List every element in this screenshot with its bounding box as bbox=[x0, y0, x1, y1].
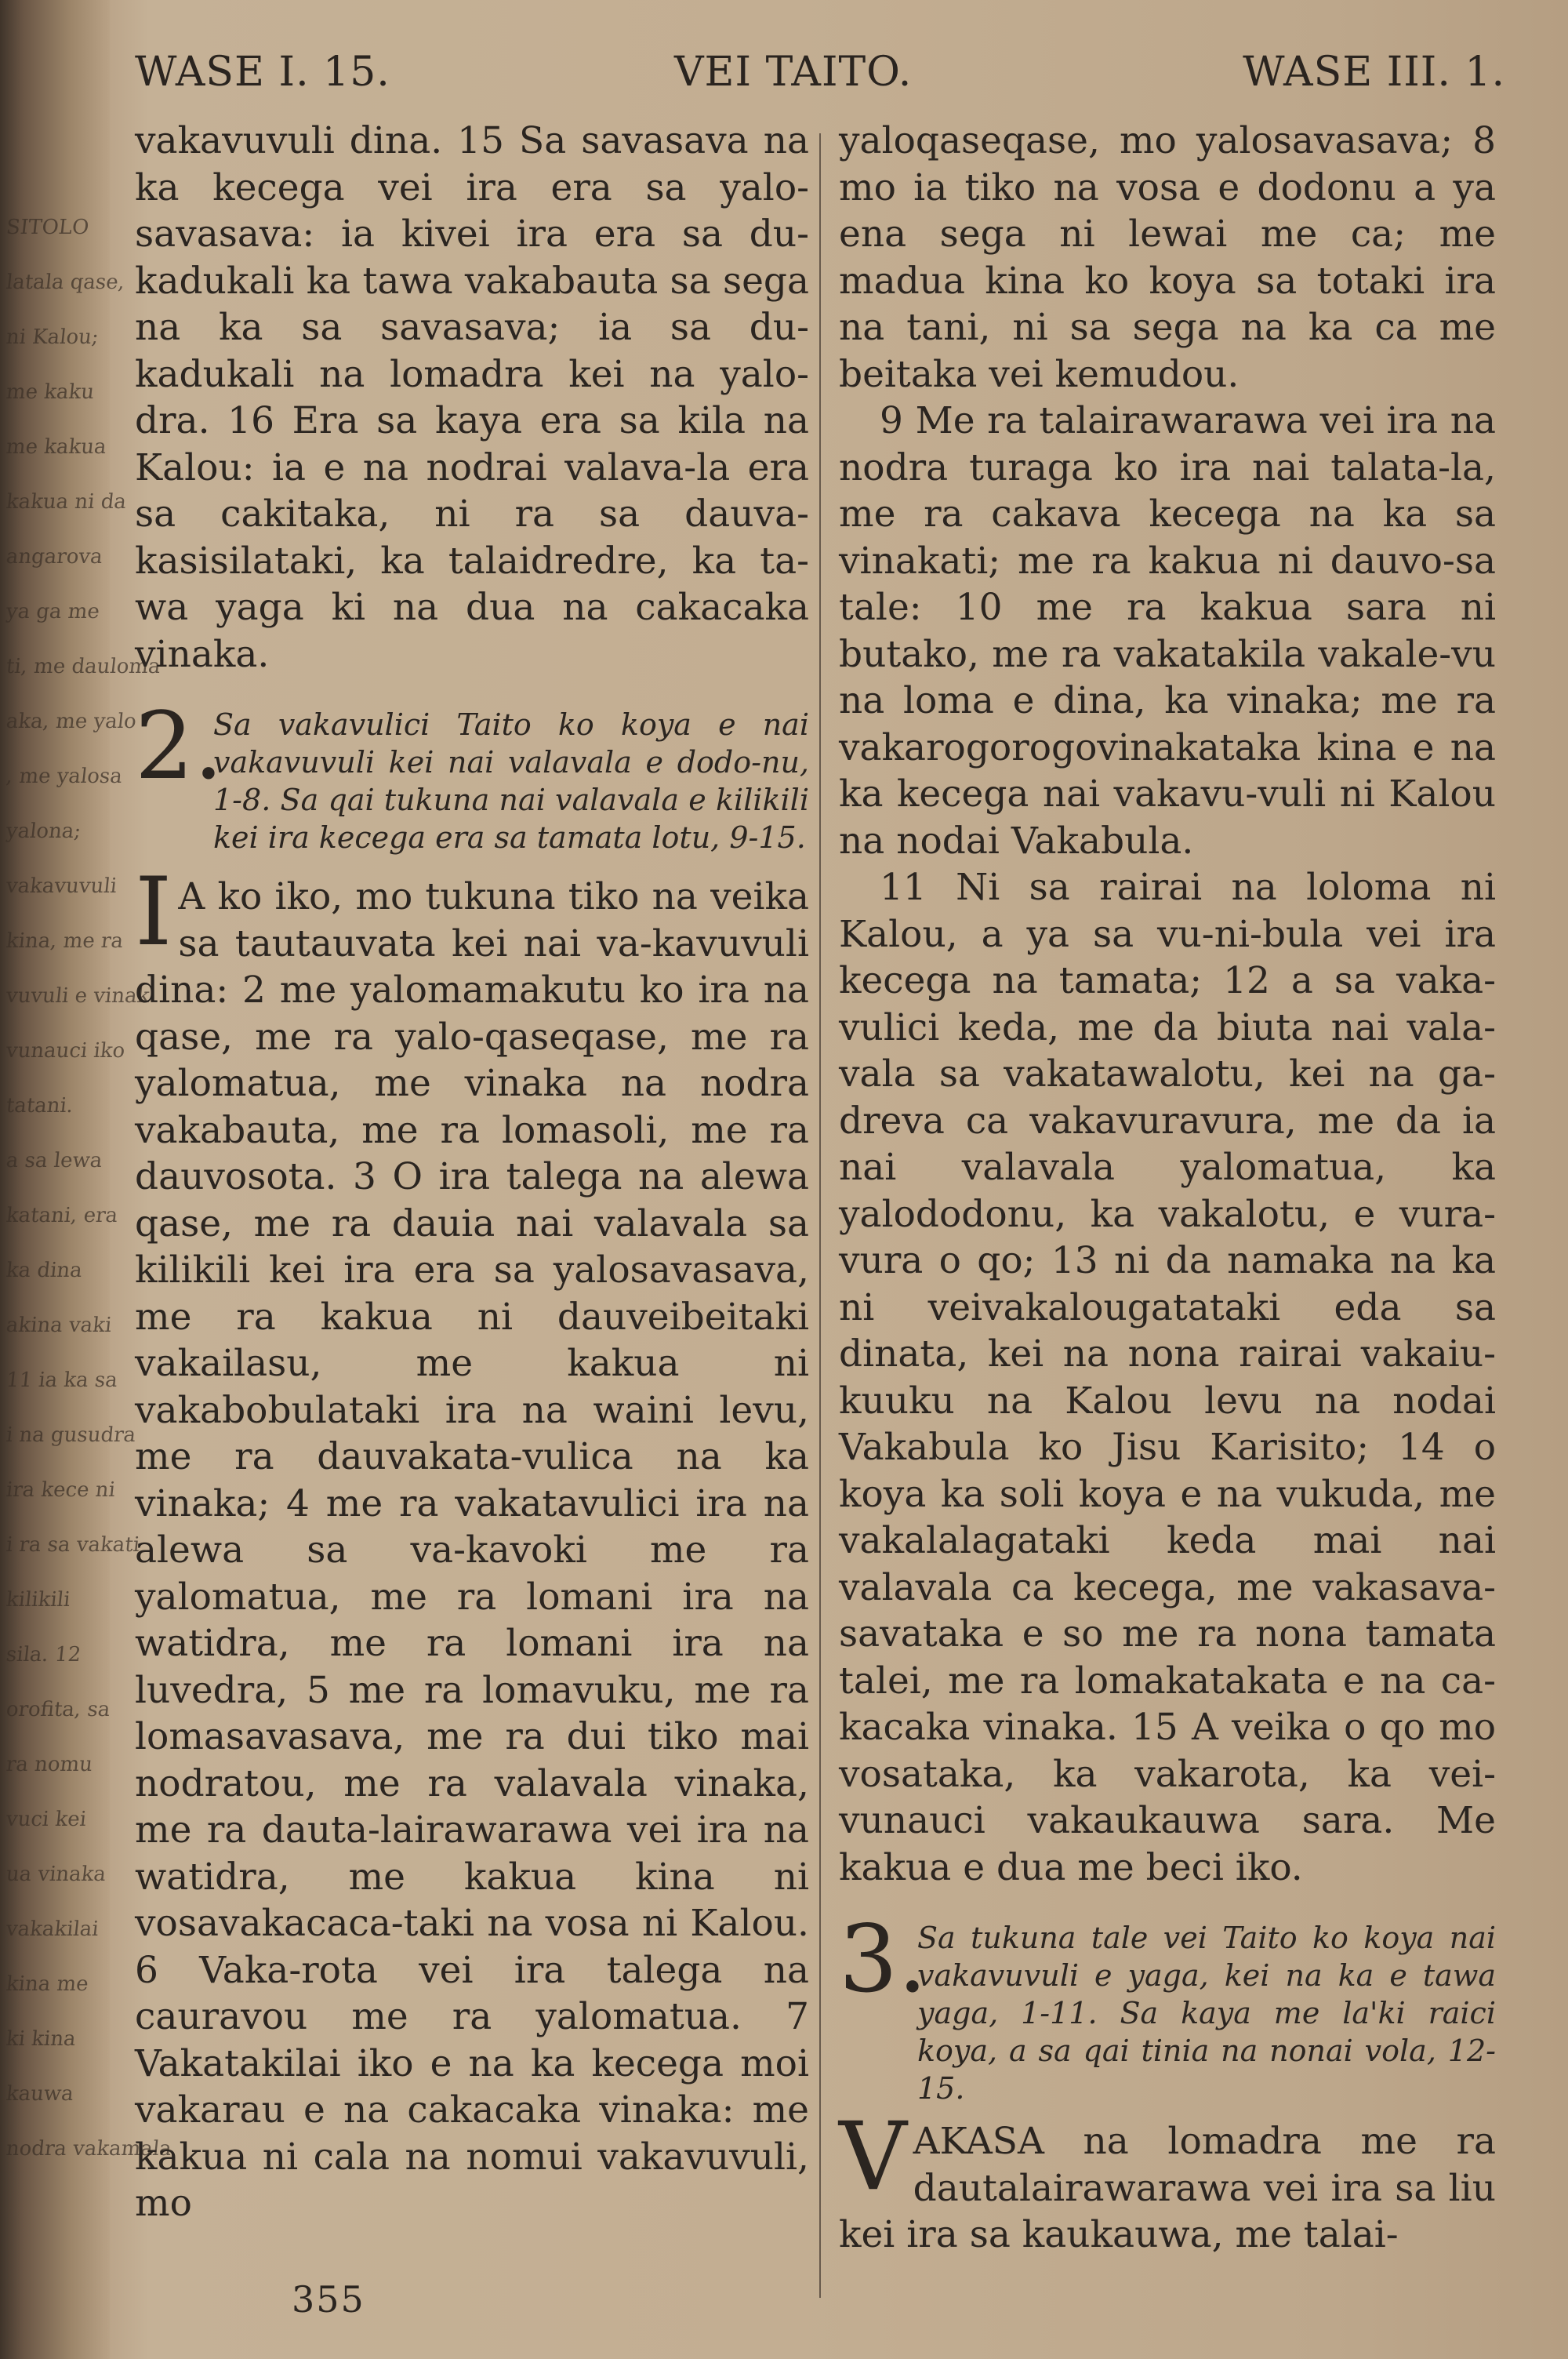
left-column bbox=[135, 118, 809, 2227]
gutter-fragment: i ra sa vakati bbox=[5, 1533, 141, 1557]
page-number: 355 bbox=[292, 2278, 365, 2321]
dropcap-v: V bbox=[839, 2103, 907, 2212]
paragraph-right-4 bbox=[839, 2103, 1496, 2259]
gutter-fragment: ni Kalou; bbox=[5, 325, 100, 349]
chapter-3-summary bbox=[839, 1905, 1496, 2107]
paragraph-left-2-text: A ko iko, mo tukuna tiko na veika sa tautauvata kei nai va-kavuvuli dina: 2 me yalomamakutu ko ira na qase, me ra yalo-qaseqase, me ra yalomatua, me vinaka na nodra vakabauta, me ra lomasoli, me ra dauvosota. 3 O ira talega na alewa qase, me ra dauia nai valavala sa kilikili kei ira era sa yalosavasava, me ra kakua ni dauveibeitaki vakailasu, me kakua ni vakabobulataki ira na waini levu, me ra dauvakata-vulica na ka vinaka; 4 me ra vakatavulici ira na alewa sa va-kavoki me ra yalomatua, me ra lomani ira na watidra, me ra lomani ira na luvedra, 5 me ra lomavuku, me ra lomasavasava, me ra dui tiko mai nodratou, me ra valavala vinaka, me ra dauta-lairawarawa vei ira na watidra, me kakua kina ni vosavakacaca-taki na vosa ni Kalou. 6 Vaka-rota vei ira talega na cauravou me ra yalomatua. 7 Vakatakilai iko e na ka kecega moi vakarau e na cakacaka vinaka: me kakua ni cala na nomui vakavuvuli, mo bbox=[135, 875, 809, 2225]
gutter-fragment: kina me bbox=[5, 1972, 90, 1996]
running-head-left: WASE I. 15. bbox=[135, 49, 390, 96]
gutter-fragment: , me yalosa bbox=[5, 765, 124, 788]
gutter-fragment: kina, me ra bbox=[5, 929, 125, 953]
gutter-fragment: vuvuli e vinak bbox=[5, 984, 151, 1008]
gutter-fragment: ya ga me bbox=[5, 600, 101, 623]
paragraph-right-1: yaloqaseqase, mo yalosavasava; 8 mo ia tiko na vosa e dodonu a ya ena sega ni lewai me ca; me madua kina ko koya sa totaki ira na tani, ni sa sega na ka ca me beitaka vei kemudou. bbox=[839, 119, 1496, 396]
gutter-fragment: katani, era bbox=[5, 1204, 119, 1227]
paragraph-right-4-text: AKASA na lomadra me ra dautalairawarawa vei ira sa liu kei ira sa kaukauwa, me talai- bbox=[839, 2120, 1496, 2256]
gutter-fragment: SITOLO bbox=[5, 216, 90, 239]
gutter-fragment: ti, me dauloma bbox=[5, 655, 162, 678]
gutter-fragment: 11 ia ka sa bbox=[5, 1369, 119, 1392]
gutter-fragment: ra nomu bbox=[5, 1753, 94, 1776]
gutter-fragment: nodra vakamala bbox=[5, 2137, 173, 2161]
gutter-fragment: kauwa bbox=[5, 2082, 75, 2106]
dropcap-i: I bbox=[135, 858, 172, 967]
gutter-fragment: a sa lewa bbox=[5, 1149, 103, 1172]
gutter-fragment: angarova bbox=[5, 545, 104, 569]
paragraph-right-3: 11 Ni sa rairai na loloma ni Kalou, a ya sa vu-ni-bula vei ira kecega na tamata; 12 a sa vaka-vulici keda, me da biuta nai vala-vala sa vakatawalotu, kei na ga-dreva ca vakavuravura, me da ia nai valavala yalomatua, ka yalododonu, ka vakalotu, e vura-vura o qo; 13 ni da namaka na ka ni veivakalougatataki eda sa dinata, kei na nona rairai vakaiu-kuuku na Kalou levu na nodai Vakabula ko Jisu Karisito; 14 o koya ka soli koya e na vukuda, me vakalalagataki keda mai nai valavala ca kecega, me vakasava-savataka e so me ra nona tamata talei, me ra lomakatakata e na ca-kacaka vinaka. 15 A veika o qo mo vosataka, ka vakarota, ka vei-vunauci vakaukauwa sara. Me kakua e dua me beci iko. bbox=[839, 866, 1496, 1889]
chapter-2-summary-text: Sa vakavulici Taito ko koya e nai vakavuvuli kei nai valavala e dodo-nu, 1-8. Sa qai tukuna nai valavala e kilikili kei ira kecega era sa tamata lotu, 9-15. bbox=[213, 707, 809, 855]
gutter-fragment: orofita, sa bbox=[5, 1698, 111, 1721]
chapter-3-summary-text: Sa tukuna tale vei Taito ko koya nai vakavuvuli e yaga, kei na ka e tawa yaga, 1-11. Sa kaya me la'ki raici koya, a sa qai tinia na nonai vola, 12-15. bbox=[917, 1921, 1496, 2106]
gutter-fragment: tatani. bbox=[5, 1094, 74, 1118]
gutter-fragment: me kakua bbox=[5, 435, 108, 459]
chapter-2-summary bbox=[135, 692, 809, 863]
running-head-right: WASE III. 1. bbox=[1243, 49, 1505, 96]
chapter-2-number: 2. bbox=[135, 692, 223, 800]
gutter-fragment: aka, me yalo bbox=[5, 710, 138, 733]
gutter-fragment: kakua ni da bbox=[5, 490, 128, 514]
chapter-3-number: 3. bbox=[839, 1905, 927, 2013]
paragraph-right-2: 9 Me ra talairawarawa vei ira na nodra turaga ko ira nai talata-la, me ra cakava kecega na ka sa vinakati; me ra kakua ni dauvo-sa tale: 10 me ra kakua sara ni butako, me ra vakatakila vakale-vu na loma e dina, ka vinaka; me ra vakarogorogovinakataka kina e na ka kecega nai vakavu-vuli ni Kalou na nodai Vakabula. bbox=[839, 399, 1496, 863]
paragraph-left-1: vakavuvuli dina. 15 Sa savasava na ka kecega vei ira era sa yalo-savasava: ia kivei ira era sa du-kadukali ka tawa vakabauta sa sega na ka sa savasava; ia sa du-kadukali na lomadra kei na yalo-dra. 16 Era sa kaya era sa kila na Kalou: ia e na nodrai valava-la era sa cakitaka, ni ra sa dauva-kasisilataki, ka talaidredre, ka ta-wa yaga ki na dua na cakacaka vinaka. bbox=[135, 119, 809, 676]
gutter-fragment: me kaku bbox=[5, 380, 96, 404]
gutter-fragment: sila. 12 bbox=[5, 1643, 82, 1667]
gutter-fragment: kilikili bbox=[5, 1588, 71, 1612]
gutter-fragment: ira kece ni bbox=[5, 1478, 117, 1502]
gutter-fragment: ua vinaka bbox=[5, 1863, 107, 1886]
paragraph-left-2 bbox=[135, 858, 809, 2227]
gutter-fragment: vunauci iko bbox=[5, 1039, 126, 1063]
gutter-fragment: ka dina bbox=[5, 1259, 84, 1282]
gutter-fragment: yalona; bbox=[5, 820, 82, 843]
gutter-fragment: vakavuvuli bbox=[5, 874, 118, 898]
gutter-fragment: vuci kei bbox=[5, 1808, 88, 1831]
adjacent-page-gutter bbox=[0, 0, 173, 2359]
gutter-fragment: ki kina bbox=[5, 2027, 78, 2051]
right-column bbox=[839, 118, 1496, 2259]
gutter-fragment: i na gusudra bbox=[5, 1423, 137, 1447]
column-divider bbox=[819, 133, 821, 2298]
gutter-fragment: latala qase, bbox=[5, 271, 126, 294]
gutter-fragment: akina vaki bbox=[5, 1314, 113, 1337]
running-head-title: VEI TAITO. bbox=[674, 49, 913, 96]
gutter-fragment: vakakilai bbox=[5, 1917, 100, 1941]
